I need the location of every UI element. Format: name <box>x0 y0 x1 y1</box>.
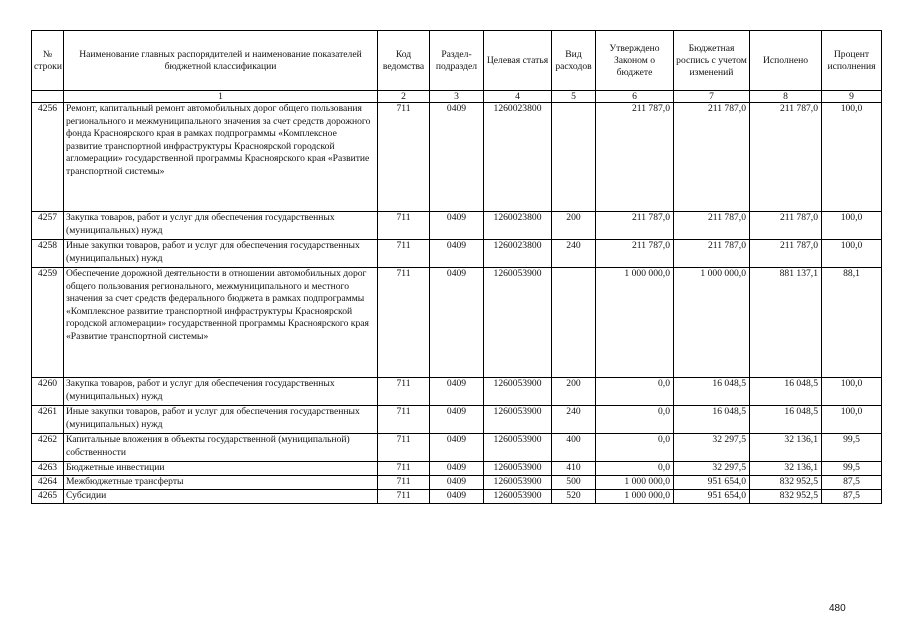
row-percent: 100,0 <box>822 103 882 212</box>
row-percent: 87,5 <box>822 490 882 504</box>
row-number: 4258 <box>32 240 64 268</box>
row-dept-code: 711 <box>378 490 430 504</box>
row-schedule: 16 048,5 <box>674 406 750 434</box>
row-number: 4262 <box>32 434 64 462</box>
row-name: Закупка товаров, работ и услуг для обеспечения государственных (муниципальных) нужд <box>64 212 378 240</box>
row-executed: 832 952,5 <box>750 476 822 490</box>
row-approved: 0,0 <box>596 406 674 434</box>
row-schedule: 951 654,0 <box>674 490 750 504</box>
table-row <box>32 103 882 212</box>
row-executed: 32 136,1 <box>750 462 822 476</box>
row-name: Бюджетные инвестиции <box>64 462 378 476</box>
col-number: 9 <box>822 91 882 103</box>
col-number: 8 <box>750 91 822 103</box>
row-executed: 32 136,1 <box>750 434 822 462</box>
row-name: Межбюджетные трансферты <box>64 476 378 490</box>
row-executed: 211 787,0 <box>750 212 822 240</box>
row-schedule: 211 787,0 <box>674 103 750 212</box>
row-name: Иные закупки товаров, работ и услуг для обеспечения государственных (муниципальных) нужд <box>64 240 378 268</box>
row-section: 0409 <box>430 212 484 240</box>
row-expense-type: 200 <box>552 378 596 406</box>
row-dept-code: 711 <box>378 103 430 212</box>
row-section: 0409 <box>430 406 484 434</box>
row-expense-type: 200 <box>552 212 596 240</box>
row-section: 0409 <box>430 476 484 490</box>
row-number: 4260 <box>32 378 64 406</box>
row-target: 1260053900 <box>484 434 552 462</box>
row-name: Иные закупки товаров, работ и услуг для обеспечения государственных (муниципальных) нужд <box>64 406 378 434</box>
header-expense-type: Вид расходов <box>552 31 596 91</box>
row-dept-code: 711 <box>378 434 430 462</box>
row-target: 1260053900 <box>484 406 552 434</box>
header-row <box>32 31 882 91</box>
table-row <box>32 434 882 462</box>
row-percent: 87,5 <box>822 476 882 490</box>
header-schedule: Бюджетная роспись с учетом изменений <box>674 31 750 91</box>
row-name: Закупка товаров, работ и услуг для обеспечения государственных (муниципальных) нужд <box>64 378 378 406</box>
col-number: 4 <box>484 91 552 103</box>
row-approved: 211 787,0 <box>596 103 674 212</box>
row-approved: 1 000 000,0 <box>596 490 674 504</box>
row-dept-code: 711 <box>378 476 430 490</box>
col-number: 6 <box>596 91 674 103</box>
row-schedule: 211 787,0 <box>674 212 750 240</box>
row-target: 1260053900 <box>484 490 552 504</box>
table-row <box>32 462 882 476</box>
header-approved: Утверждено Законом о бюджете <box>596 31 674 91</box>
row-number: 4265 <box>32 490 64 504</box>
row-percent: 88,1 <box>822 268 882 378</box>
page-number: 480 <box>829 603 846 614</box>
row-section: 0409 <box>430 462 484 476</box>
header-name: Наименование главных распорядителей и наименование показателей бюджетной классификации <box>64 31 378 91</box>
row-number: 4263 <box>32 462 64 476</box>
row-section: 0409 <box>430 434 484 462</box>
row-expense-type: 520 <box>552 490 596 504</box>
row-number: 4264 <box>32 476 64 490</box>
col-number: 7 <box>674 91 750 103</box>
row-section: 0409 <box>430 490 484 504</box>
row-dept-code: 711 <box>378 378 430 406</box>
row-executed: 881 137,1 <box>750 268 822 378</box>
row-target: 1260053900 <box>484 378 552 406</box>
row-target: 1260053900 <box>484 268 552 378</box>
table-row <box>32 476 882 490</box>
row-schedule: 951 654,0 <box>674 476 750 490</box>
header-target: Целевая статья <box>484 31 552 91</box>
row-section: 0409 <box>430 103 484 212</box>
table-row <box>32 212 882 240</box>
row-schedule: 32 297,5 <box>674 434 750 462</box>
row-percent: 100,0 <box>822 240 882 268</box>
row-executed: 16 048,5 <box>750 406 822 434</box>
row-expense-type: 240 <box>552 406 596 434</box>
row-number: 4256 <box>32 103 64 212</box>
row-expense-type: 400 <box>552 434 596 462</box>
row-approved: 211 787,0 <box>596 212 674 240</box>
row-expense-type: 410 <box>552 462 596 476</box>
row-name: Обеспечение дорожной деятельности в отношении автомобильных дорог общего пользования регионального, межмуниципального и местного значения за счет средств федерального бюджета в рамках подпрограммы «Комплексное развитие транспортной инфраструктуры Красноярской городской агломерации» государственной программы Красноярского края «Развитие транспортной системы» <box>64 268 378 378</box>
col-number: 3 <box>430 91 484 103</box>
row-approved: 0,0 <box>596 434 674 462</box>
row-dept-code: 711 <box>378 240 430 268</box>
col-number: 2 <box>378 91 430 103</box>
row-dept-code: 711 <box>378 462 430 476</box>
row-dept-code: 711 <box>378 268 430 378</box>
row-name: Капитальные вложения в объекты государственной (муниципальной) собственности <box>64 434 378 462</box>
header-row-number: № строки <box>32 31 64 91</box>
row-percent: 100,0 <box>822 378 882 406</box>
row-percent: 100,0 <box>822 406 882 434</box>
row-approved: 1 000 000,0 <box>596 476 674 490</box>
table-row <box>32 268 882 378</box>
row-schedule: 211 787,0 <box>674 240 750 268</box>
row-executed: 832 952,5 <box>750 490 822 504</box>
table-row <box>32 378 882 406</box>
col-number: 5 <box>552 91 596 103</box>
table-row <box>32 406 882 434</box>
row-schedule: 32 297,5 <box>674 462 750 476</box>
row-target: 1260053900 <box>484 476 552 490</box>
row-schedule: 16 048,5 <box>674 378 750 406</box>
row-approved: 1 000 000,0 <box>596 268 674 378</box>
header-executed: Исполнено <box>750 31 822 91</box>
row-name: Ремонт, капитальный ремонт автомобильных дорог общего пользования регионального и межмуниципального значения за счет средств дорожного фонда Красноярского края в рамках подпрограммы «Комплексное развитие транспортной инфраструктуры Красноярской городской агломерации» государственной программы Красноярского края «Развитие транспортной системы» <box>64 103 378 212</box>
row-number: 4257 <box>32 212 64 240</box>
header-dept-code: Код ведомства <box>378 31 430 91</box>
row-percent: 99,5 <box>822 434 882 462</box>
col-number: 1 <box>64 91 378 103</box>
row-section: 0409 <box>430 378 484 406</box>
row-section: 0409 <box>430 268 484 378</box>
row-approved: 211 787,0 <box>596 240 674 268</box>
row-percent: 99,5 <box>822 462 882 476</box>
row-target: 1260023800 <box>484 103 552 212</box>
row-approved: 0,0 <box>596 378 674 406</box>
row-target: 1260023800 <box>484 240 552 268</box>
row-number: 4261 <box>32 406 64 434</box>
row-expense-type: 240 <box>552 240 596 268</box>
row-executed: 211 787,0 <box>750 240 822 268</box>
row-schedule: 1 000 000,0 <box>674 268 750 378</box>
row-executed: 211 787,0 <box>750 103 822 212</box>
row-approved: 0,0 <box>596 462 674 476</box>
row-dept-code: 711 <box>378 406 430 434</box>
row-expense-type <box>552 268 596 378</box>
row-target: 1260023800 <box>484 212 552 240</box>
row-name: Субсидии <box>64 490 378 504</box>
column-number-row <box>32 91 882 103</box>
header-section: Раздел-подраздел <box>430 31 484 91</box>
row-target: 1260053900 <box>484 462 552 476</box>
header-percent: Процент исполнения <box>822 31 882 91</box>
col-number-blank <box>32 91 64 103</box>
row-number: 4259 <box>32 268 64 378</box>
row-section: 0409 <box>430 240 484 268</box>
budget-table <box>31 30 882 504</box>
table-row <box>32 490 882 504</box>
row-executed: 16 048,5 <box>750 378 822 406</box>
table-row <box>32 240 882 268</box>
row-percent: 100,0 <box>822 212 882 240</box>
row-expense-type: 500 <box>552 476 596 490</box>
row-expense-type <box>552 103 596 212</box>
row-dept-code: 711 <box>378 212 430 240</box>
